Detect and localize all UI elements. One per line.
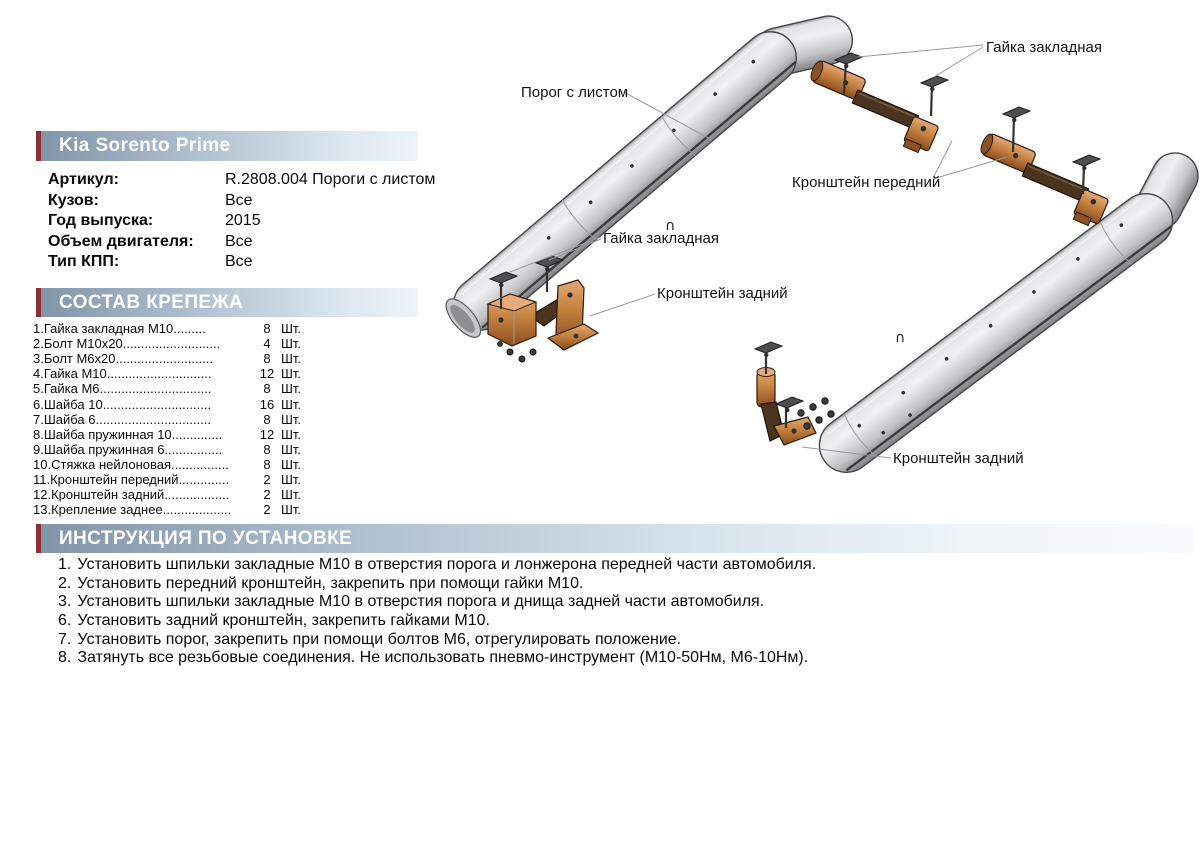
instruction-step [58, 649, 816, 668]
hardware-item-unit: Шт. [281, 396, 302, 412]
spec-label: Объем двигателя: [48, 232, 194, 250]
hardware-item-unit: Шт. [281, 441, 302, 457]
hardware-item-row [33, 412, 301, 427]
hardware-item-row [33, 396, 301, 411]
product-header-bar [36, 131, 418, 161]
instruction-step-text: Установить передний кронштейн, закрепить при помощи гайки М10. [77, 574, 584, 592]
hardware-item-row [33, 321, 301, 336]
hardware-item-name: 5.Гайка М6............................... [33, 381, 212, 397]
hardware-item-row [33, 472, 301, 487]
spec-value: Все [225, 253, 253, 271]
instructions-list [58, 556, 816, 668]
front-bracket-1 [799, 59, 945, 156]
front-bracket-2 [969, 132, 1115, 229]
instruction-step-text: Установить порог, закрепить при помощи болтов М6, отрегулировать положение. [77, 630, 682, 648]
instruction-step-number: 3. [58, 593, 72, 611]
instruction-step-text: Установить задний кронштейн, закрепить гайками М10. [77, 612, 490, 630]
spec-list [48, 170, 435, 273]
hardware-item-name: 1.Гайка закладная М10......... [33, 321, 206, 337]
instruction-step [58, 593, 816, 612]
hardware-item-name: 4.Гайка М10............................. [33, 366, 212, 382]
instruction-step [58, 612, 816, 631]
callout-rear-bracket-left: Кронштейн задний [657, 285, 788, 302]
hardware-item-name: 12.Кронштейн задний.................. [33, 487, 230, 503]
instruction-step [58, 630, 816, 649]
hardware-item-qty: 8 [263, 456, 271, 472]
spec-label: Год выпуска: [48, 212, 154, 230]
clip-mark: ∩ [665, 218, 676, 234]
callout-running-board: Порог с листом [521, 84, 629, 101]
hardware-item-unit: Шт. [281, 351, 302, 367]
spec-value: R.2808.004 Пороги с листом [225, 171, 436, 189]
hardware-item-unit: Шт. [281, 411, 302, 427]
hardware-item-name: 7.Шайба 6................................ [33, 411, 212, 427]
anchor-stud [921, 76, 948, 116]
spec-value: Все [225, 191, 253, 209]
spec-label: Кузов: [48, 191, 99, 209]
hardware-item-unit: Шт. [281, 502, 302, 518]
product-title: Kia Sorento Prime [59, 135, 231, 156]
instruction-step [58, 575, 816, 594]
spec-row [48, 170, 435, 191]
callout-anchor-nut-left: Гайка закладная [603, 230, 719, 247]
hardware-item-name: 3.Болт М6х20........................... [33, 351, 214, 367]
hardware-item-row [33, 366, 301, 381]
hardware-item-unit: Шт. [281, 321, 302, 337]
hardware-item-unit: Шт. [281, 366, 302, 382]
hardware-item-name: 9.Шайба пружинная 6................ [33, 441, 223, 457]
hardware-item-qty: 16 [259, 396, 275, 412]
instruction-step-text: Затянуть все резьбовые соединения. Не использовать пневмо-инструмент (М10-50Нм, М6-10Нм). [77, 649, 809, 667]
hardware-item-unit: Шт. [281, 456, 302, 472]
hardware-item-row [33, 427, 301, 442]
instruction-step-text: Установить шпильки закладные М10 в отверстия порога и днища задней части автомобиля. [77, 593, 765, 611]
hardware-item-qty: 2 [263, 487, 271, 503]
assembly-diagram [430, 0, 1200, 520]
hardware-item-row [33, 487, 301, 502]
instruction-step [58, 556, 816, 575]
spec-value: Все [225, 232, 253, 250]
hardware-item-qty: 2 [263, 502, 271, 518]
callout-anchor-nut-top: Гайка закладная [986, 39, 1102, 56]
hardware-item-row [33, 457, 301, 472]
hardware-item-row [33, 336, 301, 351]
spec-row [48, 252, 435, 273]
hardware-item-unit: Шт. [281, 487, 302, 503]
hardware-item-name: 10.Стяжка нейлоновая................ [33, 456, 229, 472]
hardware-list [33, 321, 301, 517]
callout-rear-bracket-right: Кронштейн задний [893, 450, 1024, 467]
spec-label: Артикул: [48, 171, 119, 189]
hardware-item-row [33, 351, 301, 366]
hardware-item-name: 6.Шайба 10.............................. [33, 396, 212, 412]
hardware-header-bar [36, 288, 418, 317]
hardware-item-qty: 4 [263, 336, 271, 352]
hardware-item-row [33, 442, 301, 457]
instructions-header-bar [36, 524, 1194, 553]
hardware-header-title: СОСТАВ КРЕПЕЖА [59, 291, 244, 313]
instructions-header-gradient [41, 524, 1194, 553]
instruction-step-number: 1. [58, 556, 72, 574]
clip-mark: ∩ [895, 330, 906, 346]
running-board-right [809, 145, 1200, 483]
hardware-item-unit: Шт. [281, 426, 302, 442]
spec-row [48, 191, 435, 212]
hardware-item-qty: 2 [263, 471, 271, 487]
spec-row [48, 232, 435, 253]
hardware-item-unit: Шт. [281, 471, 302, 487]
hardware-item-qty: 12 [259, 366, 275, 382]
hardware-item-qty: 8 [263, 321, 271, 337]
hardware-item-qty: 8 [263, 441, 271, 457]
hardware-item-name: 13.Крепление заднее................... [33, 502, 232, 518]
hardware-item-row [33, 502, 301, 517]
instructions-header-title: ИНСТРУКЦИЯ ПО УСТАНОВКЕ [59, 527, 353, 549]
instruction-step-number: 7. [58, 630, 72, 648]
instruction-step-number: 8. [58, 649, 72, 667]
instruction-step-number: 6. [58, 612, 72, 630]
hardware-item-name: 11.Кронштейн передний.............. [33, 471, 230, 487]
hardware-item-name: 2.Болт М10х20........................... [33, 336, 221, 352]
spec-value: 2015 [225, 212, 261, 230]
instruction-step-number: 2. [58, 574, 72, 592]
product-header-gradient [41, 131, 418, 161]
hardware-item-qty: 8 [263, 351, 271, 367]
hardware-item-qty: 12 [259, 426, 275, 442]
hardware-header-gradient [41, 288, 418, 317]
hardware-item-qty: 8 [263, 381, 271, 397]
instruction-step-text: Установить шпильки закладные М10 в отверстия порога и лонжерона передней части автомобиля. [77, 556, 817, 574]
hardware-item-qty: 8 [263, 411, 271, 427]
hardware-item-row [33, 381, 301, 396]
spec-label: Тип КПП: [48, 253, 120, 271]
callout-front-bracket: Кронштейн передний [792, 174, 941, 191]
spec-row [48, 211, 435, 232]
hardware-item-name: 8.Шайба пружинная 10.............. [33, 426, 223, 442]
hardware-item-unit: Шт. [281, 336, 302, 352]
hardware-item-unit: Шт. [281, 381, 302, 397]
